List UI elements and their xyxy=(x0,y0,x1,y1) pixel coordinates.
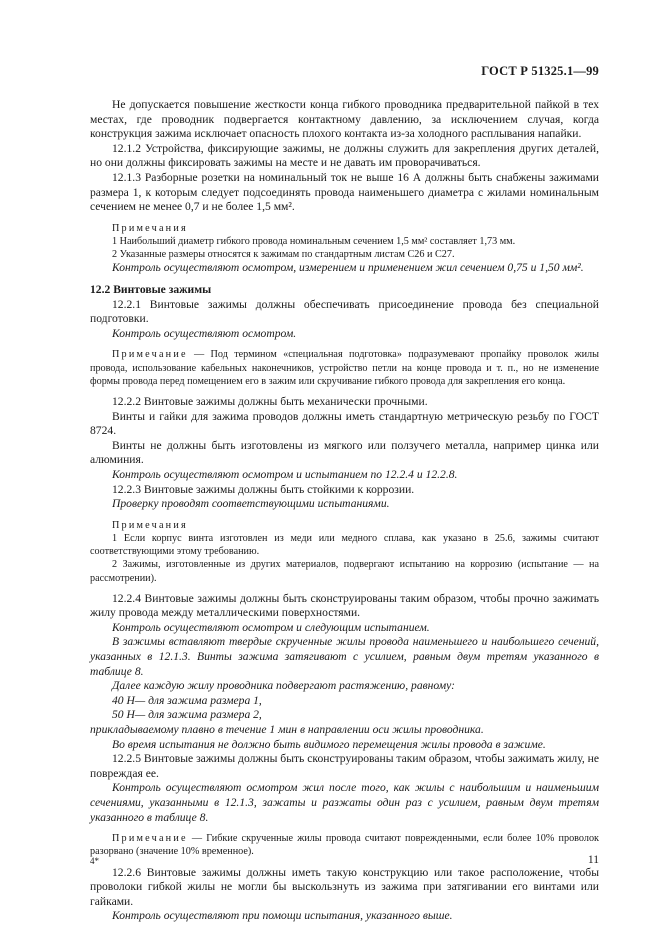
paragraph: Далее каждую жилу проводника подвергают растяжению, равному: xyxy=(112,679,456,693)
notes-heading: Примечания xyxy=(112,222,188,234)
paragraph: Винты не должны быть изготовлены из мягкого или ползучего металла, например цинка или алюминия. xyxy=(90,438,599,467)
note-paragraph xyxy=(90,348,599,388)
section-heading: 12.2 Винтовые зажимы xyxy=(90,282,212,296)
note-paragraph xyxy=(90,832,599,858)
document-body xyxy=(90,98,599,924)
paragraph: 12.2.5 Винтовые зажимы должны быть сконструированы таким образом, чтобы зажимать жилу, не повреждая ее. xyxy=(90,752,599,780)
paragraph: 12.2.4 Винтовые зажимы должны быть сконструированы таким образом, чтобы прочно зажимать жилу провода между металлическими поверхностями. xyxy=(90,591,599,620)
paragraph: 12.2.6 Винтовые зажимы должны иметь такую конструкцию или такое расположение, чтобы проволоки гибкой жилы не могли бы выскользнуть из зажима при затягивании его винтами или гайками. xyxy=(90,865,599,908)
note-label: Примечание xyxy=(112,833,188,845)
paragraph: 50 Н— для зажима размера 2, xyxy=(112,708,262,722)
paragraph: 12.1.2 Устройства, фиксирующие зажимы, не должны служить для закрепления других деталей, но они должны фиксировать зажимы на месте и не давать им проворачиваться. xyxy=(90,141,599,170)
footer-mark: 4* xyxy=(90,856,99,866)
note-item: 2 Указанные размеры относятся к зажимам по стандартным листам С26 и С27. xyxy=(112,249,455,261)
paragraph: прикладываемому плавно в течение 1 мин в направлении оси жилы проводника. xyxy=(90,723,484,737)
paragraph: 12.1.3 Разборные розетки на номинальный ток не выше 16 А должны быть снабжены зажимами размера 1, к которым следует подсоединять провода наименьшего диаметра с жилами номинальным сечением не менее 0,7 и не более 1,5 мм². xyxy=(90,170,599,214)
notes-heading: Примечания xyxy=(112,519,188,531)
paragraph: Винты и гайки для зажима проводов должны иметь стандартную метрическую резьбу по ГОСТ 8724. xyxy=(90,409,599,438)
control-statement: Проверку проводят соответствующими испытаниями. xyxy=(112,497,390,511)
control-statement: Контроль осуществляют осмотром и следующим испытанием. xyxy=(112,620,430,634)
paragraph: 12.2.1 Винтовые зажимы должны обеспечивать присоединение провода без специальной подготовки. xyxy=(90,297,599,326)
control-statement: Контроль осуществляют осмотром, измерением и применением жил сечением 0,75 и 1,50 мм². xyxy=(112,261,584,275)
note-item: 1 Если корпус винта изготовлен из меди или медного сплава, как указано в 25.6, зажимы считают соответствующими этому требованию. xyxy=(90,532,599,558)
paragraph: 40 Н— для зажима размера 1, xyxy=(112,693,262,707)
note-item: 1 Наибольший диаметр гибкого провода номинальным сечением 1,5 мм² составляет 1,73 мм. xyxy=(112,235,516,247)
control-statement: Контроль осуществляют при помощи испытания, указанного выше. xyxy=(112,909,453,923)
paragraph: В зажимы вставляют твердые скрученные жилы провода наименьшего и наибольшего сечений, указанных в 12.1.3. Винты зажима затягивают с усилием, равным двум третям указанного в таблице 8. xyxy=(90,635,599,678)
paragraph: Не допускается повышение жесткости конца гибкого проводника предварительной пайкой в тех местах, где проводник подвергается контактному давлению, за исключением случая, когда конструкция зажима исключает опасность плохого контакта из-за холодного расплывания напайки. xyxy=(90,98,599,141)
control-statement: Контроль осуществляют осмотром жил после того, как жилы с наибольшим и наименьшим сечениями, указанными в 12.1.3, зажаты и разжаты один раз с усилием, равным двум третям указанного в таблице 8. xyxy=(90,781,599,824)
note-label: Примечание xyxy=(112,349,188,361)
paragraph: 12.2.2 Винтовые зажимы должны быть механически прочными. xyxy=(112,394,428,408)
document-number: ГОСТ Р 51325.1—99 xyxy=(481,64,599,78)
note-text: — Гибкие скрученные жилы провода считают поврежденными, если более 10% проволок разорвано (значение 10% временное). xyxy=(90,833,599,858)
paragraph: Во время испытания не должно быть видимого перемещения жилы провода в зажиме. xyxy=(112,737,546,751)
control-statement: Контроль осуществляют осмотром. xyxy=(112,326,297,340)
note-item: 2 Зажимы, изготовленные из других материалов, подвергают испытанию на коррозию (испытание — на рассмотрении). xyxy=(90,559,599,584)
note-text: — Под термином «специальная подготовка» подразумевают пропайку проволок жилы провода, использование кабельных наконечников, устройство петли на конце провода и т. п., но не изменение формы провода перед помещением его в зажим или скручивание гибкого провода для закрепления его конца. xyxy=(90,349,599,387)
paragraph: 12.2.3 Винтовые зажимы должны быть стойкими к коррозии. xyxy=(112,482,415,496)
control-statement: Контроль осуществляют осмотром и испытанием по 12.2.4 и 12.2.8. xyxy=(112,467,458,481)
page-number: 11 xyxy=(587,853,599,866)
